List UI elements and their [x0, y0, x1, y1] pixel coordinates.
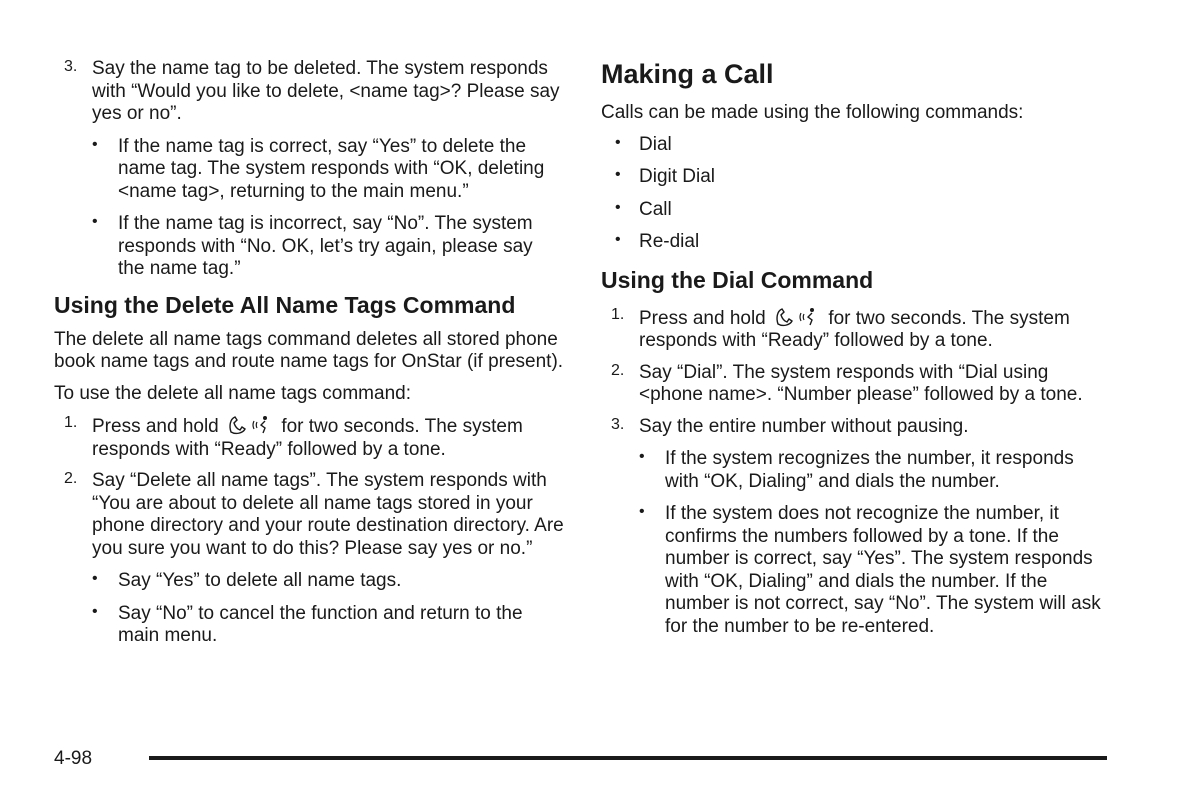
bullet-icon: • — [615, 231, 621, 248]
left-column — [54, 58, 564, 658]
step-text — [639, 306, 1111, 353]
step-number: 2. — [611, 361, 625, 379]
step-number: 3. — [611, 415, 625, 433]
step-text-after: for two seconds. The system responds with “Ready” followed by a tone. — [639, 307, 1070, 351]
page-number: 4-98 — [54, 748, 93, 769]
list-item — [601, 231, 1111, 254]
step-number: 2. — [64, 470, 78, 487]
step-number: 1. — [611, 305, 625, 323]
step-3-number — [601, 416, 1111, 639]
bullet-icon: • — [639, 448, 645, 465]
bullet-icon: • — [92, 602, 98, 620]
phone-voice-icon — [774, 306, 820, 328]
list-item — [639, 448, 1111, 493]
bullet-icon: • — [615, 198, 621, 216]
list-item — [92, 213, 564, 281]
phone-voice-icon — [227, 414, 273, 436]
sub-bullet-list — [92, 136, 564, 281]
step-text-before: Press and hold — [92, 416, 219, 437]
step-1-press-hold — [601, 306, 1111, 353]
list-item — [92, 136, 564, 204]
command-label: Digit Dial — [639, 166, 716, 187]
step-text: Say “Dial”. The system responds with “Dial using <phone name>. “Number please” followed by a tone. — [639, 361, 1083, 405]
command-label: Re-dial — [639, 231, 700, 252]
list-item — [601, 199, 1111, 222]
bullet-text: If the name tag is correct, say “Yes” to delete the name tag. The system responds with “OK, deleting <name tag>, returning to the main menu.” — [118, 135, 545, 202]
section-heading-making-call: Making a Call — [601, 59, 774, 89]
list-item — [92, 603, 564, 648]
step-text-before: Press and hold — [639, 307, 766, 329]
command-label: Dial — [639, 133, 672, 155]
bullet-text: If the system recognizes the number, it responds with “OK, Dialing” and dials the number. — [665, 448, 1074, 492]
bullet-icon: • — [615, 166, 621, 183]
step-text: Say “Delete all name tags”. The system responds with “You are about to delete all name tags stored in your phone directory and your route destination directory. Are you sure you want to do this? Please say yes or no.” — [92, 470, 564, 559]
bullet-text: Say “Yes” to delete all name tags. — [118, 570, 402, 591]
bullet-icon: • — [639, 503, 645, 520]
section-intro: Calls can be made using the following commands: — [601, 102, 1024, 123]
bullet-text: Say “No” to cancel the function and return to the main menu. — [118, 602, 523, 646]
instruction-intro: To use the delete all name tags command: — [54, 382, 411, 404]
list-item — [639, 503, 1111, 638]
step-1-press-hold — [54, 414, 564, 461]
step-number: 1. — [64, 414, 78, 431]
step-3-delete-tag — [54, 58, 564, 281]
step-number: 3. — [64, 58, 78, 75]
footer-rule — [149, 756, 1107, 760]
list-item — [601, 166, 1111, 189]
step-text — [92, 414, 564, 461]
bullet-text: If the name tag is incorrect, say “No”. The system responds with “No. OK, let’s try again, please say the name tag.” — [118, 213, 533, 279]
section-heading-dial-command: Using the Dial Command — [601, 266, 874, 293]
bullet-icon: • — [615, 133, 621, 151]
list-item — [601, 134, 1111, 157]
section-intro: The delete all name tags command deletes all stored phone book name tags and route name tags for OnStar (if present). — [54, 328, 564, 372]
step-text: Say the name tag to be deleted. The system responds with “Would you like to delete, <name tag>? Please say yes or no”. — [92, 58, 560, 124]
command-label: Call — [639, 198, 672, 220]
bullet-text: If the system does not recognize the number, it confirms the numbers followed by a tone. If the number is correct, say “Yes”. The system responds with “OK, Dialing” and dials the number. If the number is not correct, say “No”. The system will ask for the number to be re-entered. — [665, 503, 1101, 637]
bullet-icon: • — [92, 213, 98, 230]
step-text-after: for two seconds. The system responds with “Ready” followed by a tone. — [92, 416, 523, 460]
right-column — [601, 58, 1111, 648]
bullet-icon: • — [92, 570, 98, 587]
list-item — [92, 570, 564, 593]
bullet-icon: • — [92, 135, 98, 153]
step-text: Say the entire number without pausing. — [639, 415, 969, 437]
step-2-dial — [601, 362, 1111, 407]
section-heading-delete-all: Using the Delete All Name Tags Command — [54, 291, 516, 318]
command-list — [601, 134, 1111, 254]
sub-bullet-list — [92, 570, 564, 648]
sub-bullet-list — [639, 448, 1111, 638]
step-2-delete-all — [54, 470, 564, 648]
